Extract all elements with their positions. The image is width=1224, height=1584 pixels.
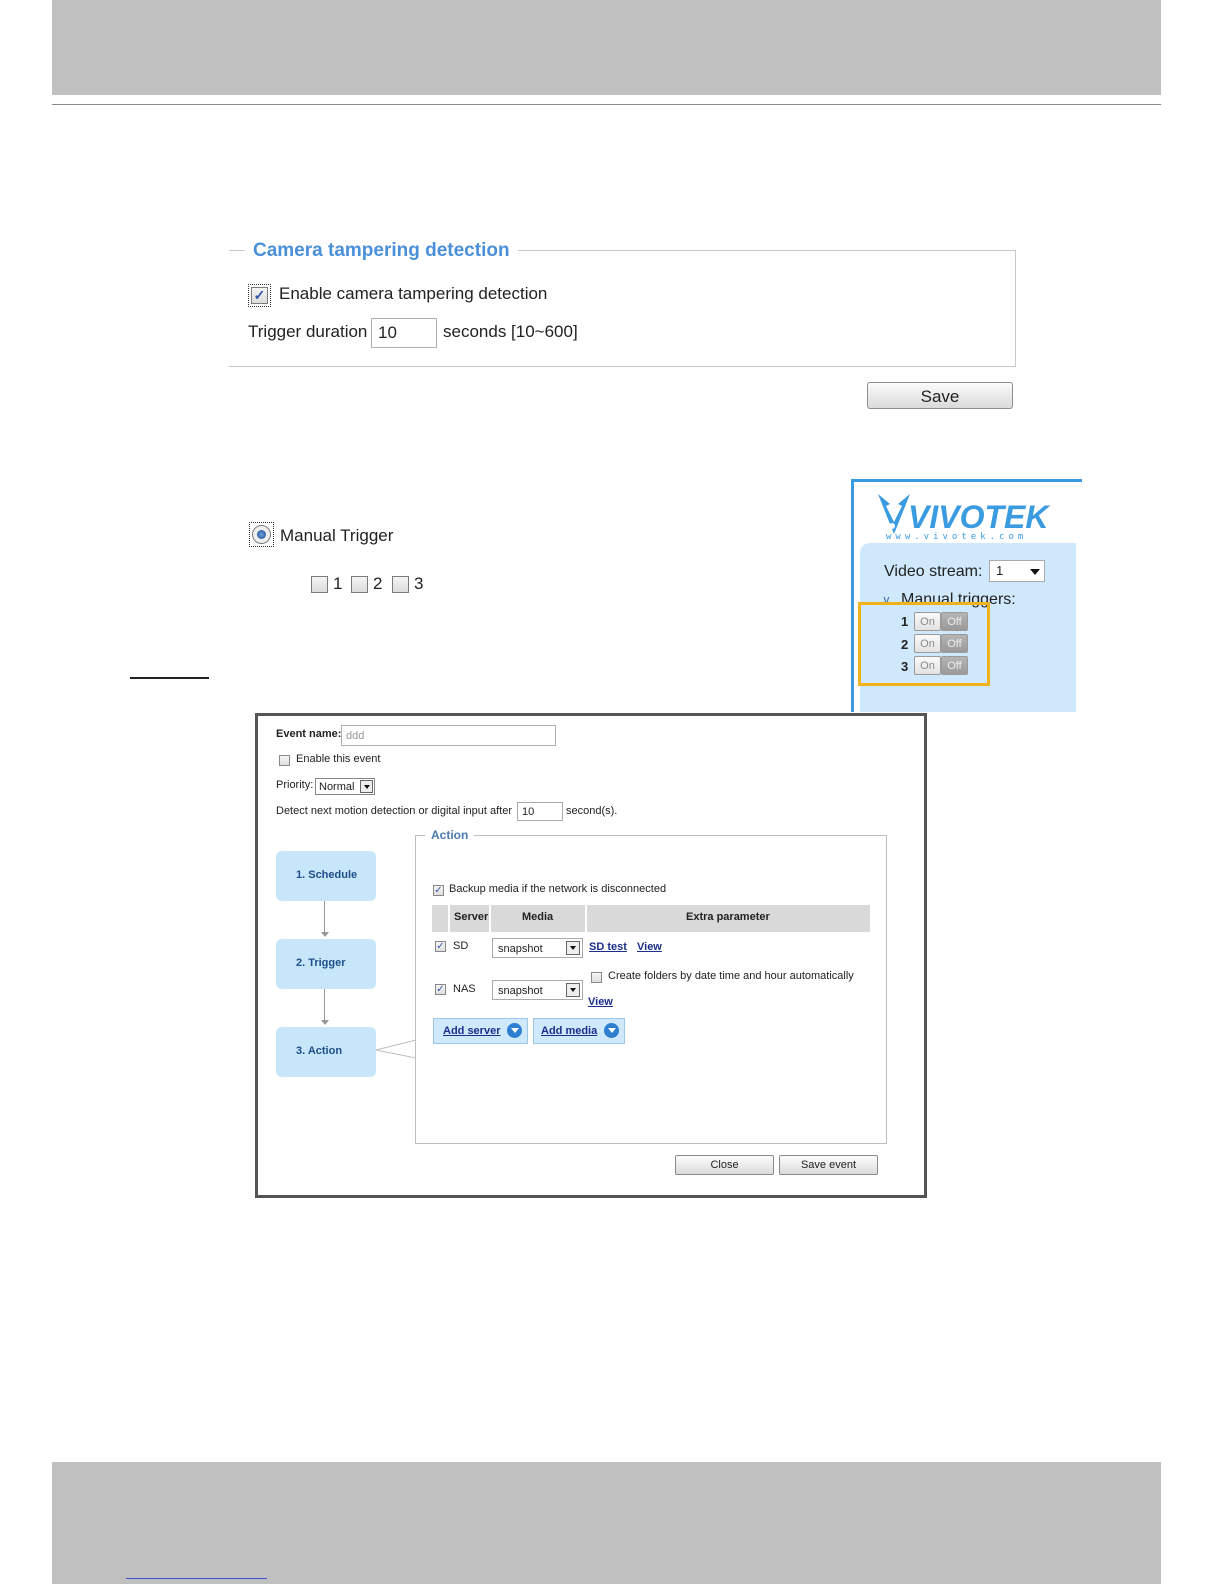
trigger-2-on-button[interactable]: On: [914, 634, 941, 653]
enable-tamper-label: Enable camera tampering detection: [279, 284, 548, 303]
event-name-label: Event name:: [276, 728, 342, 740]
column-divider: [489, 905, 491, 932]
backup-media-checkbox[interactable]: [433, 885, 444, 896]
nas-view-link[interactable]: View: [588, 996, 613, 1008]
save-button[interactable]: Save: [867, 382, 1013, 409]
sd-server-label: SD: [453, 940, 469, 952]
column-divider: [448, 905, 450, 932]
triggers-highlight-box: [858, 602, 990, 686]
footer-link-underline: [126, 1578, 267, 1579]
trigger-duration-label: Trigger duration: [248, 322, 368, 341]
manual-triggers-label: Manual triggers:: [901, 591, 1016, 608]
sd-server-checkbox[interactable]: [435, 941, 446, 952]
video-stream-label: Video stream:: [884, 563, 983, 580]
action-title: Action: [425, 828, 474, 842]
trigger-2-label: 2: [373, 574, 383, 593]
checkmark-icon: ✓: [253, 287, 266, 303]
nas-media-select[interactable]: snapshot: [492, 980, 583, 1000]
detect-interval-input[interactable]: 10: [517, 802, 563, 821]
sd-view-link[interactable]: View: [637, 941, 662, 953]
step-connector: [324, 989, 325, 1021]
trigger-1-label: 1: [333, 574, 343, 593]
server-table-header: [432, 905, 870, 932]
video-stream-select[interactable]: 1: [989, 560, 1045, 582]
enable-event-label: Enable this event: [296, 753, 381, 765]
step-trigger[interactable]: 2. Trigger: [276, 939, 376, 989]
chevron-down-icon[interactable]: [360, 780, 373, 793]
double-chevron-icon[interactable]: ∨: [882, 593, 891, 607]
column-divider: [585, 905, 587, 932]
step-pointer: [375, 1040, 417, 1060]
dropdown-circle-icon[interactable]: [604, 1023, 619, 1038]
add-media-label: Add media: [541, 1025, 598, 1037]
sd-media-select[interactable]: snapshot: [492, 938, 583, 958]
create-folders-label: Create folders by date time and hour automatically: [608, 970, 854, 982]
trigger-3-off-button[interactable]: Off: [941, 656, 968, 675]
backup-media-label: Backup media if the network is disconnected: [449, 883, 667, 895]
checkmark-icon: ✓: [434, 885, 443, 896]
priority-label: Priority:: [276, 779, 314, 791]
trigger-duration-input[interactable]: 10: [371, 318, 437, 348]
trigger-3-checkbox[interactable]: [392, 576, 409, 593]
logo-text: VIVOTEK: [908, 499, 1049, 535]
page-header-band: [52, 0, 1161, 95]
action-fieldset: [415, 835, 887, 1144]
trigger-3-on-button[interactable]: On: [914, 656, 941, 675]
trigger-1-off-button[interactable]: Off: [941, 612, 968, 631]
chevron-down-icon[interactable]: [1030, 569, 1040, 575]
detect-interval-unit: second(s).: [566, 805, 618, 817]
column-header-extra: Extra parameter: [686, 911, 770, 923]
save-event-button[interactable]: Save event: [779, 1155, 878, 1175]
column-header-server: Server: [454, 911, 489, 923]
column-header-media: Media: [522, 911, 554, 923]
trigger-1-on-button[interactable]: On: [914, 612, 941, 631]
close-button[interactable]: Close: [675, 1155, 774, 1175]
step-schedule[interactable]: 1. Schedule: [276, 851, 376, 901]
header-divider: [52, 104, 1161, 105]
manual-trigger-radio[interactable]: [249, 522, 274, 547]
trigger-3-label: 3: [414, 574, 424, 593]
add-server-label: Add server: [443, 1025, 501, 1037]
nas-server-checkbox[interactable]: [435, 984, 446, 995]
trigger-row-number: 3: [901, 659, 909, 674]
trigger-2-off-button[interactable]: Off: [941, 634, 968, 653]
event-name-input[interactable]: ddd: [341, 725, 556, 746]
chevron-down-icon[interactable]: [566, 941, 580, 955]
enable-tamper-checkbox[interactable]: [248, 284, 271, 307]
tamper-title: Camera tampering detection: [245, 240, 518, 262]
sd-test-link[interactable]: SD test: [589, 941, 627, 953]
step-connector: [324, 901, 325, 933]
trigger-row-number: 1: [901, 614, 909, 629]
arrow-down-icon: [321, 932, 329, 937]
enable-event-checkbox[interactable]: [279, 755, 290, 766]
create-folders-checkbox[interactable]: [591, 972, 602, 983]
manual-trigger-label: Manual Trigger: [280, 526, 394, 545]
priority-select[interactable]: Normal: [315, 778, 375, 795]
nas-server-label: NAS: [453, 983, 476, 995]
dropdown-circle-icon[interactable]: [507, 1023, 522, 1038]
trigger-1-checkbox[interactable]: [311, 576, 328, 593]
trigger-row-number: 2: [901, 637, 909, 652]
section-underline: [130, 677, 209, 679]
arrow-down-icon: [321, 1020, 329, 1025]
checkmark-icon: ✓: [436, 984, 445, 995]
radio-dot-icon: [252, 525, 271, 544]
chevron-down-icon[interactable]: [566, 983, 580, 997]
step-action[interactable]: 3. Action: [276, 1027, 376, 1077]
checkmark-icon: ✓: [436, 941, 445, 952]
vivotek-url: www.vivotek.com: [886, 532, 1028, 542]
trigger-2-checkbox[interactable]: [351, 576, 368, 593]
tamper-fieldset: [229, 250, 1016, 367]
seconds-range-label: seconds [10~600]: [443, 322, 578, 341]
detect-interval-label: Detect next motion detection or digital input after: [276, 805, 513, 817]
page-footer-band: [52, 1462, 1161, 1584]
